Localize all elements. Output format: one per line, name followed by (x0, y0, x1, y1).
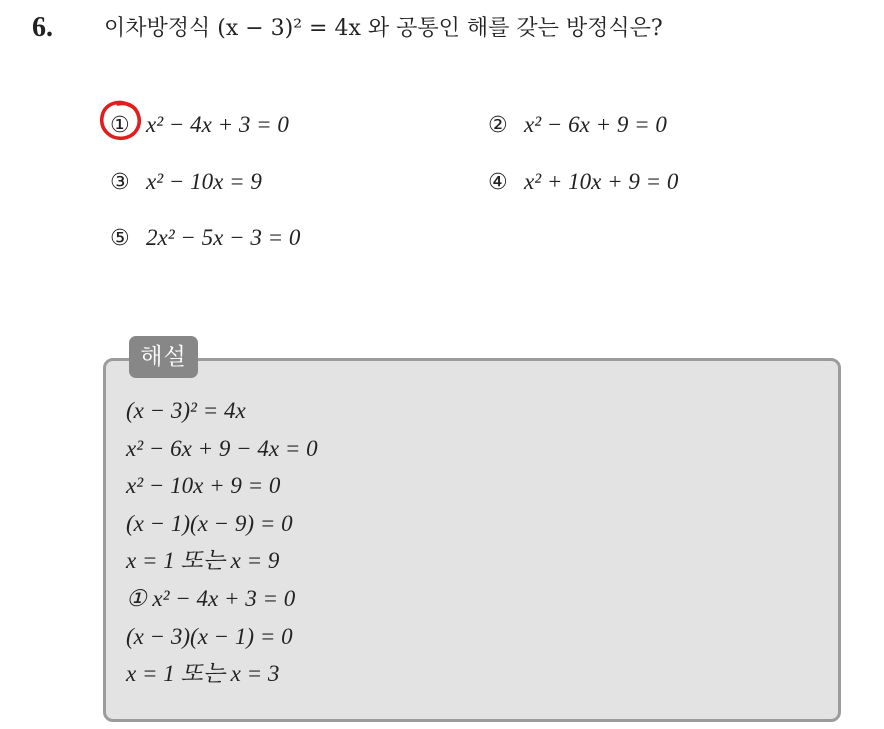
choice-4-marker: ④ (488, 170, 508, 195)
solution-line: ① x² − 4x + 3 = 0 (126, 585, 296, 611)
choice-1-marker: ① (110, 113, 130, 138)
solution-line: (x − 3)(x − 1) = 0 (126, 623, 293, 649)
solution-line: x = 1 또는 x = 9 (126, 548, 280, 574)
choice-1[interactable] (110, 110, 289, 141)
solution-line: x² − 6x + 9 − 4x = 0 (126, 435, 318, 461)
choice-3-marker: ③ (110, 170, 130, 195)
choice-4-equation: x² + 10x + 9 = 0 (524, 169, 679, 194)
choice-3[interactable] (110, 167, 262, 198)
solution-line: x = 1 또는 x = 3 (126, 661, 280, 687)
choice-5-equation: 2x² − 5x − 3 = 0 (146, 225, 301, 250)
solution-line: (x − 3)² = 4x (126, 398, 246, 423)
question-text: 이차방정식 (x − 3)² = 4x 와 공통인 해를 갖는 방정식은? (104, 16, 663, 41)
question-number: 6. (32, 12, 53, 43)
solution-line: (x − 1)(x − 9) = 0 (126, 510, 293, 536)
choice-4[interactable] (488, 167, 678, 198)
choice-2-equation: x² − 6x + 9 = 0 (524, 112, 667, 137)
choice-3-equation: x² − 10x = 9 (146, 169, 262, 194)
solution-title-tag: 해설 (129, 336, 198, 378)
choice-1-equation: x² − 4x + 3 = 0 (146, 112, 289, 137)
choice-5[interactable] (110, 223, 300, 254)
choice-5-marker: ⑤ (110, 226, 130, 251)
choice-2-marker: ② (488, 113, 508, 138)
solution-line: x² − 10x + 9 = 0 (126, 473, 281, 499)
solution-body (126, 392, 318, 693)
choice-2[interactable] (488, 110, 667, 141)
